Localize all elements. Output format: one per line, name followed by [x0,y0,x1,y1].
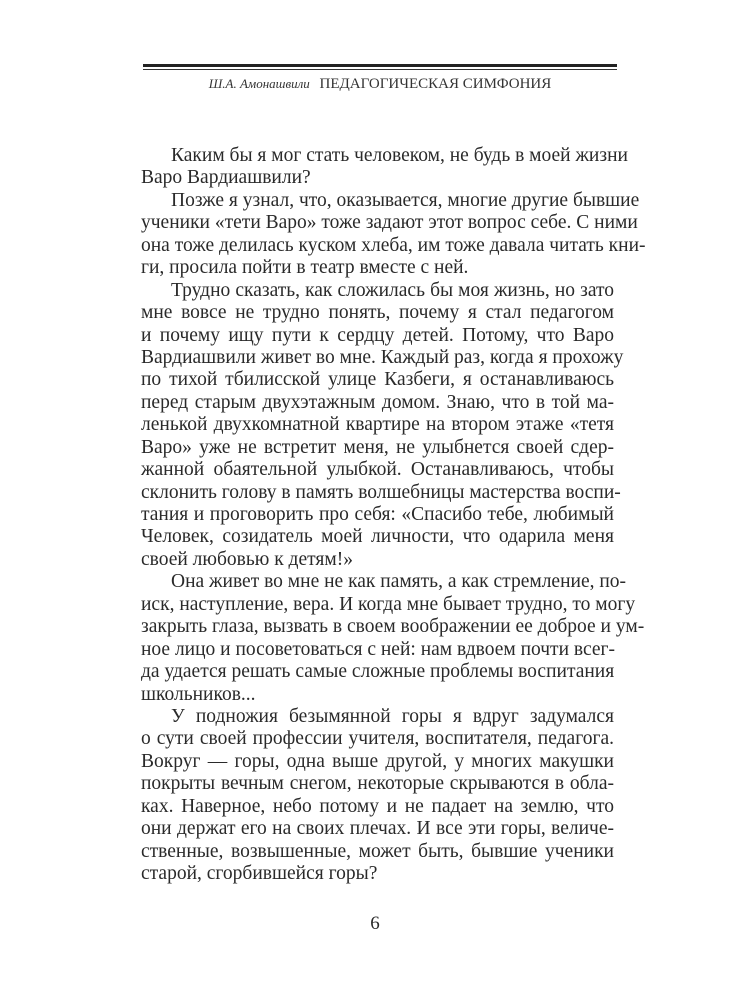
text-line: иск, наступление, вера. И когда мне бывает трудно, то могу [141,593,636,615]
text-line: Человек, созидатель моей личности, что одарила меня [141,526,614,548]
text-line: Каким бы я мог стать человеком, не будь в моей жизни [171,145,628,166]
text-line: тания и проговорить про себя: «Спасибо тебе, любимый [141,504,614,525]
text-line: и почему ищу пути к сердцу детей. Потому, что Варо [141,324,614,346]
body-text [141,145,646,885]
text-line: ги, просила пойти в театр вместе с ней. [141,257,469,279]
running-header [143,76,617,93]
text-line: ное лицо и посоветоваться с ней: нам вдвоем почти всег- [141,638,616,660]
text-line: она тоже делилась куском хлеба, им тоже давала читать кни- [141,234,646,256]
text-line: Позже я узнал, что, оказывается, многие другие бывшие [171,189,640,211]
text-line: школьников... [141,683,256,705]
text-line: ученики «тети Варо» тоже задают этот вопрос себе. С ними [141,212,638,234]
text-line: Вардиашвили живет во мне. Каждый раз, когда я прохожу [141,346,624,368]
text-line: своей любовью к детям!» [141,548,353,570]
text-line: да удается решать самые сложные проблемы воспитания [141,661,615,683]
text-line: покрыты вечным снегом, некоторые скрываются в обла- [141,773,614,795]
header-rule-thick [143,64,617,67]
paragraph [141,145,628,190]
text-line: ственные, возвышенные, может быть, бывшие ученики [141,840,614,862]
paragraph [141,571,645,706]
text-line: Варо» уже не встретит меня, не улыбнется своей сдер- [141,436,614,458]
text-line: закрыть глаза, вызвать в своем воображении ее доброе и ум- [141,616,645,638]
header-author: Ш.А. Амонашвили [208,76,310,91]
header-book-title: ПЕДАГОГИЧЕСКАЯ СИМФОНИЯ [319,76,552,92]
text-line: жанной обаятельной улыбкой. Останавливаюсь, чтобы [141,459,614,481]
text-line: Она живет во мне не как память, а как стремление, по- [171,571,627,593]
text-line: склонить голову в память волшебницы мастерства воспи- [141,481,621,503]
text-line: У подножия безымянной горы я вдруг задумался [171,705,614,727]
paragraph [141,189,646,280]
header-rule-thin [143,69,617,70]
text-line: по тихой тбилисской улице Казбеги, я останавливаюсь [141,369,614,391]
text-line: мне вовсе не трудно понять, почему я стал педагогом [141,302,614,324]
text-line: Вокруг — горы, одна выше другой, у многих макушки [141,750,614,772]
page-number: 6 [370,913,380,934]
text-line: Трудно сказать, как сложилась бы моя жизнь, но зато [171,279,614,301]
text-line: старой, сгорбившейся горы? [141,863,378,884]
text-line: перед старым двухэтажным домом. Знаю, что в той ма- [141,391,614,413]
text-line: они держат его на своих плечах. И все эти горы, величе- [141,818,614,840]
text-line: Варо Вардиашвили? [141,167,311,189]
text-line: о сути своей профессии учителя, воспитателя, педагога. [141,728,614,750]
text-line: ленькой двухкомнатной квартире на втором этаже «тетя [141,414,614,436]
paragraph [141,279,624,572]
paragraph [141,706,614,886]
text-line: ках. Наверное, небо потому и не падает на землю, что [141,795,614,817]
